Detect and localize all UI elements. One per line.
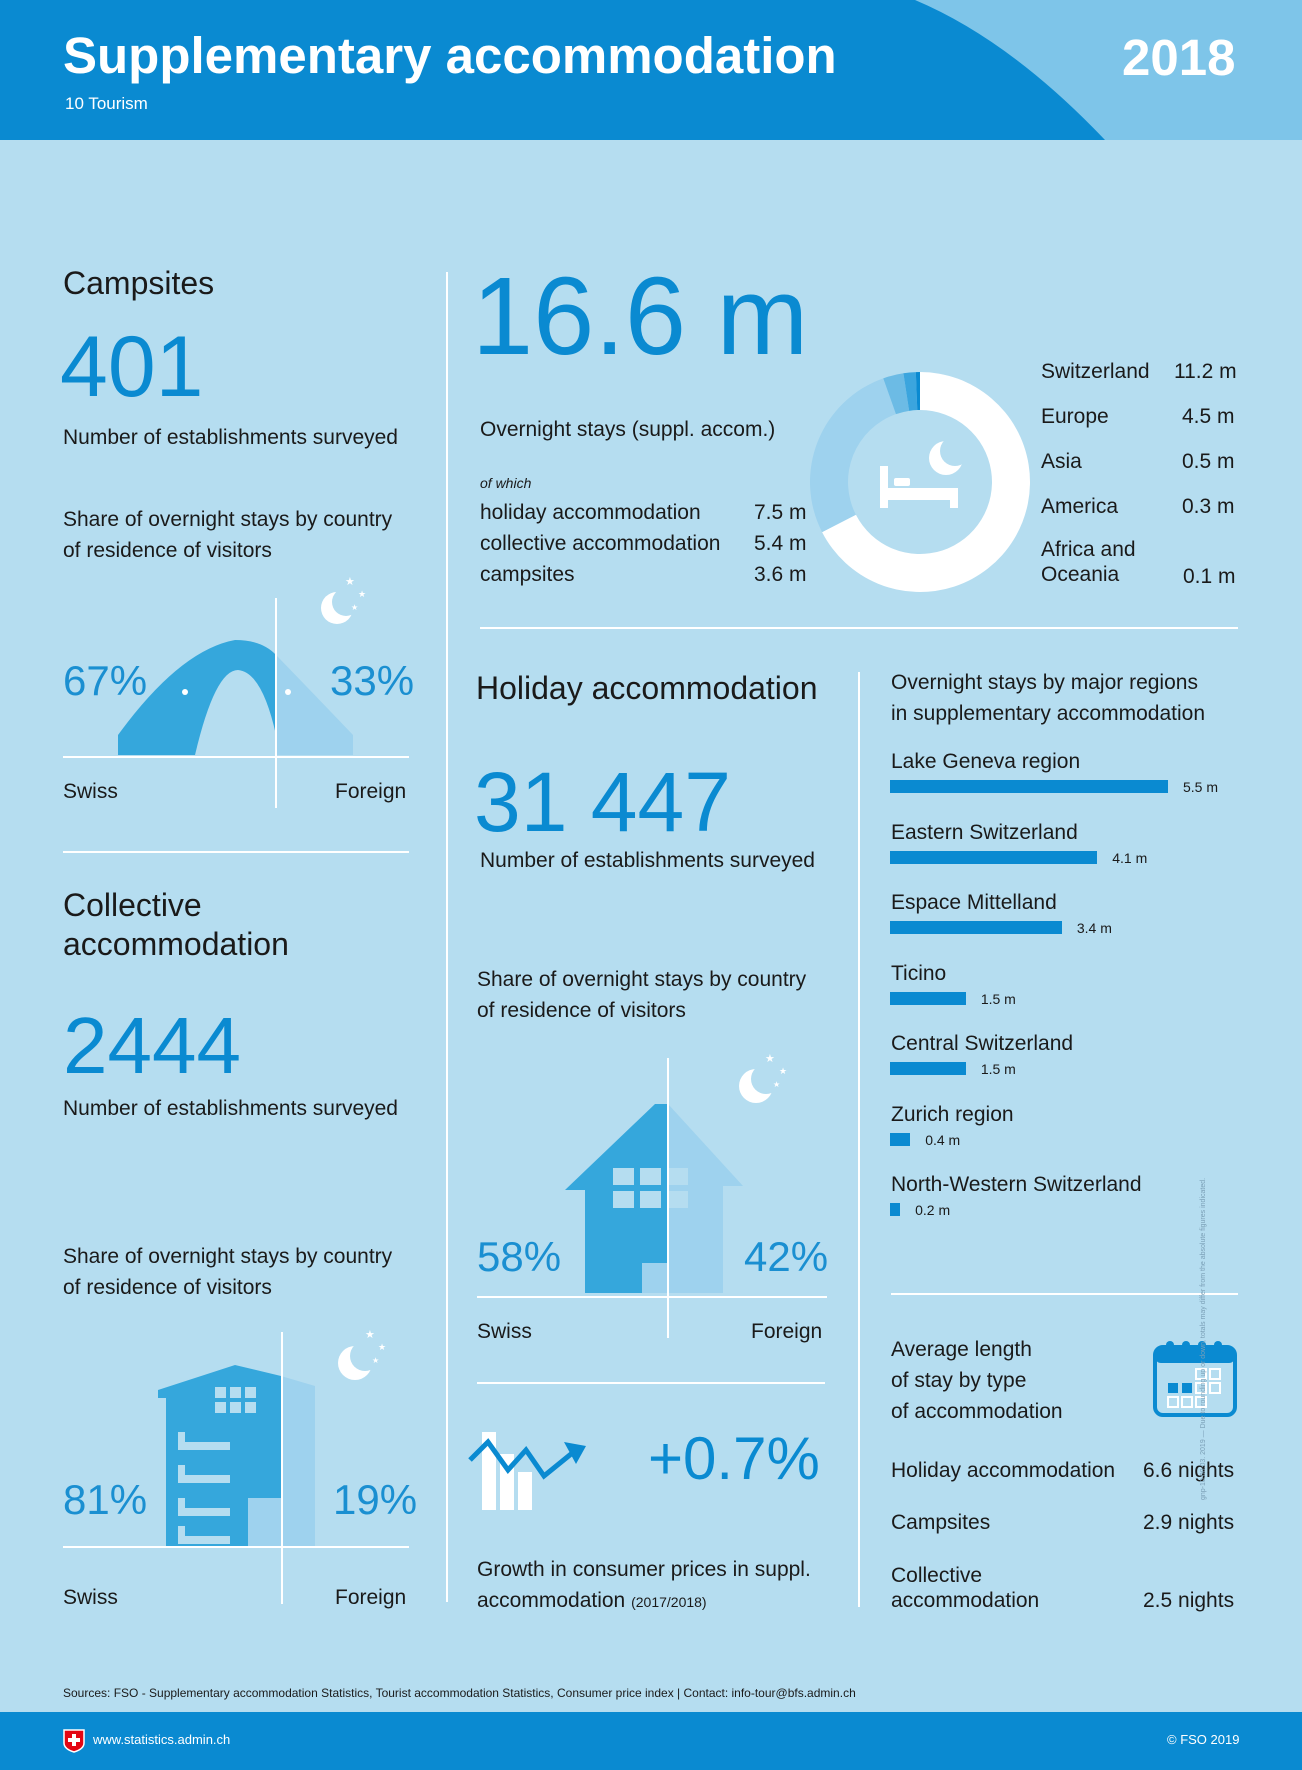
region-name-north-western-switzerland: North-Western Switzerland <box>891 1173 1142 1196</box>
campsites-foreign-label: Foreign <box>335 780 407 803</box>
collective-share-label-2: of residence of visitors <box>63 1276 272 1299</box>
stay-value-holiday: 6.6 nights <box>1143 1459 1235 1482</box>
svg-text:★: ★ <box>358 590 367 600</box>
stay-value-collective: 2.5 nights <box>1143 1589 1235 1612</box>
stay-heading-2: of stay by type <box>891 1369 1027 1392</box>
regions-heading-2: in supplementary accommodation <box>891 702 1205 725</box>
donut-slice-europe <box>810 378 896 532</box>
column-divider-right <box>858 672 860 1607</box>
origin-value-asia: 0.5 m <box>1182 450 1235 473</box>
holiday-heading: Holiday accommodation <box>476 670 818 706</box>
holiday-foreign-pct: 42% <box>744 1233 829 1280</box>
price-trend-icon <box>468 1430 588 1510</box>
overnight-separator <box>480 627 1238 629</box>
column-divider-left <box>446 272 448 1602</box>
holiday-swiss-pct: 58% <box>477 1233 562 1280</box>
campsites-share-label-1: Share of overnight stays by country <box>63 508 393 531</box>
region-bar <box>890 1133 910 1146</box>
region-bar-value: 3.4 m <box>1076 920 1112 936</box>
price-label-period: (2017/2018) <box>631 1594 707 1610</box>
page-title: Supplementary accommodation <box>63 27 837 84</box>
overnight-label: Overnight stays (suppl. accom.) <box>480 418 776 441</box>
region-bar <box>890 780 1168 793</box>
stay-heading-1: Average length <box>891 1338 1032 1361</box>
holiday-establishments-label: Number of establishments surveyed <box>480 849 815 872</box>
region-name-ticino: Ticino <box>891 961 947 985</box>
price-label-main: accommodation <box>477 1589 626 1612</box>
origin-name-africa-oceania-1: Africa and <box>1041 538 1136 561</box>
svg-text:★: ★ <box>378 1343 387 1353</box>
sources-text: Sources: FSO - Supplementary accommodation Statistics, Tourist accommodation Statistics, Consumer price index | Contact: info-tour@bfs.admin.ch <box>63 1686 856 1700</box>
region-name-central-switzerland: Central Switzerland <box>891 1032 1074 1055</box>
section-separator <box>63 851 409 853</box>
stay-name-collective-1: Collective <box>891 1564 983 1587</box>
price-growth: +0.7% <box>648 1425 820 1492</box>
stay-name-holiday: Holiday accommodation <box>891 1459 1116 1482</box>
campsites-heading: Campsites <box>63 265 215 301</box>
svg-text:★: ★ <box>773 1080 781 1089</box>
region-bar <box>890 1062 966 1075</box>
breakdown-value-collective: 5.4 m <box>754 532 807 555</box>
collective-baseline <box>63 1546 409 1548</box>
campsites-swiss-pct: 67% <box>63 657 148 704</box>
breakdown-name-campsites: campsites <box>480 563 575 586</box>
origin-name-switzerland: Switzerland <box>1041 360 1150 383</box>
page-subtitle: 10 Tourism <box>65 94 148 113</box>
region-bar-value: 0.4 m <box>925 1131 961 1148</box>
holiday-swiss-label: Swiss <box>477 1320 532 1343</box>
collective-heading-2: accommodation <box>63 926 289 962</box>
swiss-flag-icon <box>63 1729 85 1753</box>
regions-separator <box>891 1293 1238 1295</box>
stay-value-campsites: 2.9 nights <box>1143 1511 1235 1534</box>
year-label: 2018 <box>1122 29 1236 86</box>
collective-swiss-label: Swiss <box>63 1586 118 1609</box>
svg-text:★: ★ <box>351 603 359 612</box>
origin-value-europe: 4.5 m <box>1182 405 1235 428</box>
collective-foreign-pct: 19% <box>333 1476 418 1523</box>
holiday-share-label-2: of residence of visitors <box>477 999 686 1022</box>
holiday-share-label-1: Share of overnight stays by country <box>477 968 807 991</box>
price-label-1: Growth in consumer prices in suppl. <box>477 1558 811 1581</box>
campsites-establishments-label: Number of establishments surveyed <box>63 426 398 449</box>
holiday-foreign-label: Foreign <box>751 1320 823 1343</box>
region-bar <box>890 1203 900 1216</box>
collective-establishments-label: Number of establishments surveyed <box>63 1097 398 1120</box>
stay-heading-3: of accommodation <box>891 1400 1063 1423</box>
breakdown-value-campsites: 3.6 m <box>754 563 807 586</box>
breakdown-value-holiday: 7.5 m <box>754 501 807 524</box>
campsites-share-label-2: of residence of visitors <box>63 539 272 562</box>
region-bar-value: 5.5 m <box>1183 779 1219 795</box>
region-bar-value: 0.2 m <box>915 1202 951 1218</box>
footer-website-link[interactable]: www.statistics.admin.ch <box>93 1732 231 1747</box>
rounding-note: gnp-10.00.03. 2019 — Due to rounding up or down, totals may differ from the absolute figures indicated. <box>1200 1177 1207 1500</box>
collective-establishments: 2444 <box>63 1001 241 1090</box>
price-label-2 <box>477 1585 707 1618</box>
bed-moon-icon <box>880 436 970 508</box>
region-bar-value: 1.5 m <box>980 1061 1016 1077</box>
collective-foreign-label: Foreign <box>335 1586 407 1609</box>
collective-divider <box>281 1332 283 1604</box>
of-which-label: of which <box>480 475 532 491</box>
breakdown-name-collective: collective accommodation <box>480 532 721 555</box>
campsites-foreign-pct: 33% <box>330 657 415 704</box>
region-name-eastern-switzerland: Eastern Switzerland <box>891 820 1078 844</box>
campsites-establishments: 401 <box>60 319 204 415</box>
campsites-baseline <box>63 756 409 758</box>
holiday-establishments: 31 447 <box>474 755 731 849</box>
svg-text:★: ★ <box>765 1052 775 1065</box>
region-name-espace-mittelland: Espace Mittelland <box>891 891 1057 914</box>
origin-donut-chart <box>808 370 1032 594</box>
origin-name-america: America <box>1041 495 1119 518</box>
origin-name-africa-oceania-2: Oceania <box>1041 563 1120 586</box>
regions-heading-1: Overnight stays by major regions <box>891 671 1198 694</box>
region-bar <box>890 992 966 1005</box>
stay-name-collective-2: accommodation <box>891 1589 1040 1612</box>
region-bar-value: 4.1 m <box>1112 849 1148 866</box>
svg-text:★: ★ <box>345 575 355 588</box>
stay-name-campsites: Campsites <box>891 1511 991 1534</box>
campsites-swiss-label: Swiss <box>63 780 118 803</box>
svg-text:★: ★ <box>372 1356 380 1365</box>
origin-value-america: 0.3 m <box>1182 495 1235 518</box>
holiday-divider <box>667 1058 669 1338</box>
region-bar <box>890 921 1062 934</box>
region-name-lake-geneva-region: Lake Geneva region <box>891 750 1081 773</box>
donut-slices <box>810 372 1030 592</box>
region-bar-value: 1.5 m <box>980 990 1016 1007</box>
calendar-icon <box>1152 1337 1240 1419</box>
origin-value-switzerland: 11.2 m <box>1174 360 1237 383</box>
campsites-divider <box>275 598 277 808</box>
collective-share-label-1: Share of overnight stays by country <box>63 1245 393 1268</box>
svg-text:★: ★ <box>779 1067 788 1077</box>
region-name-zurich-region: Zurich region <box>891 1102 1014 1126</box>
origin-name-europe: Europe <box>1041 405 1109 428</box>
overnight-total: 16.6 m <box>472 255 809 378</box>
origin-value-africa-oceania: 0.1 m <box>1183 565 1236 588</box>
region-bar <box>890 851 1097 864</box>
collective-heading-1: Collective <box>63 887 202 923</box>
footer-copyright: © FSO 2019 <box>1167 1732 1240 1747</box>
origin-name-asia: Asia <box>1041 450 1082 473</box>
holiday-separator <box>477 1382 825 1384</box>
breakdown-name-holiday: holiday accommodation <box>480 501 701 524</box>
svg-text:★: ★ <box>365 1328 375 1341</box>
holiday-baseline <box>477 1296 827 1298</box>
collective-swiss-pct: 81% <box>63 1476 148 1523</box>
